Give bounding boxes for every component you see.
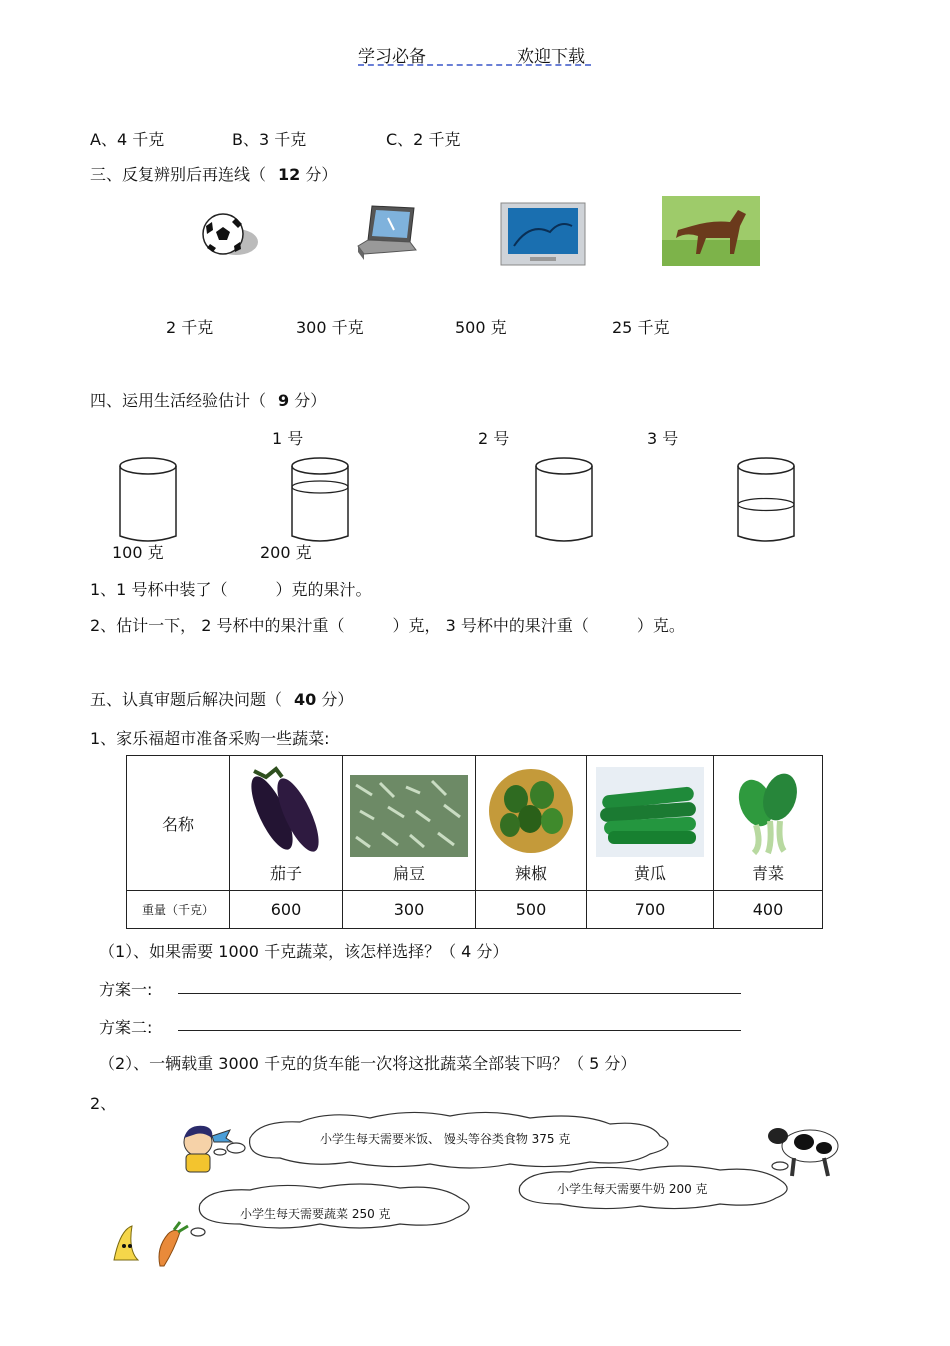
veg-name-3: 辣椒 <box>514 864 547 883</box>
cup-label-3: 3 号 <box>647 429 679 448</box>
section4-title <box>90 388 326 411</box>
weight-option-2: 300 千克 <box>296 318 364 337</box>
tv-icon <box>500 202 588 268</box>
veg-weight-4: 700 <box>587 891 714 929</box>
section3-prefix: 三、反复辨别后再连线（ <box>90 165 267 184</box>
veg-name-4: 黄瓜 <box>633 864 666 883</box>
cell-eggplant <box>230 756 343 891</box>
cup-1 <box>120 458 176 541</box>
cup-label-1: 1 号 <box>272 429 304 448</box>
veg-name-1: 茄子 <box>269 864 302 883</box>
cup-weight-1: 100 克 <box>112 543 164 562</box>
bean-icon <box>350 775 468 857</box>
section4-prefix: 四、运用生活经验估计（ <box>90 391 267 410</box>
cell-cucumber <box>587 756 714 891</box>
weight-option-3: 500 克 <box>455 318 507 337</box>
cucumber-icon <box>596 767 704 857</box>
section5-suffix: 分） <box>321 690 354 709</box>
cloud-milk-text: 小学生每天需要牛奶 200 克 <box>557 1182 708 1196</box>
pepper-icon <box>486 765 576 857</box>
weight-option-1: 2 千克 <box>166 318 214 337</box>
cloud-veg-text: 小学生每天需要蔬菜 250 克 <box>240 1207 391 1221</box>
cup-label-2: 2 号 <box>478 429 510 448</box>
section5-prefix: 五、认真审题后解决问题（ <box>90 690 283 709</box>
choice-a: A、4 千克 <box>90 130 165 149</box>
table-row-names <box>127 756 823 891</box>
section3-score: 12 <box>278 165 301 184</box>
sub-question-1: （1）、如果需要 1000 千克蔬菜，该怎样选择？（ 4 分） <box>99 942 509 961</box>
veg-name-5: 青菜 <box>751 864 784 883</box>
section4-score: 9 <box>278 391 290 410</box>
cell-pepper <box>476 756 587 891</box>
plan-2-label: 方案二: <box>99 1018 153 1037</box>
cow-icon <box>764 1118 844 1180</box>
section5-title <box>90 687 353 710</box>
choice-c: C、2 千克 <box>386 130 461 149</box>
veg-name-2: 扁豆 <box>392 864 425 883</box>
section3-title <box>90 162 337 185</box>
cell-greens <box>714 756 823 891</box>
header-left: 学习必备 <box>358 47 426 67</box>
soccer-ball-icon <box>198 208 262 260</box>
question-5-1: 1、家乐福超市准备采购一些蔬菜: <box>90 729 330 748</box>
plan-2-answer-line[interactable] <box>178 1030 741 1031</box>
banana-carrot-icon <box>108 1220 192 1270</box>
cup-weight-2: 200 克 <box>260 543 312 562</box>
horse-icon <box>662 196 760 266</box>
header-divider <box>358 64 591 66</box>
greens-icon <box>726 767 810 857</box>
question-4-1: 1、1 号杯中装了（ ）克的果汁。 <box>90 580 372 599</box>
cup-2 <box>292 458 348 541</box>
boy-icon <box>178 1122 234 1176</box>
cup-3 <box>536 458 592 541</box>
veg-weight-5: 400 <box>714 891 823 929</box>
sub-question-2: （2）、一辆载重 3000 千克的货车能一次将这批蔬菜全部装下吗？（ 5 分） <box>99 1054 637 1073</box>
cup-4 <box>738 458 794 541</box>
section4-suffix: 分） <box>294 391 327 410</box>
veg-weight-3: 500 <box>476 891 587 929</box>
weight-header: 重量（千克） <box>127 891 230 929</box>
cell-bean <box>343 756 476 891</box>
question-4-2: 2、估计一下， 2 号杯中的果汁重（ ）克， 3 号杯中的果汁重（ ）克。 <box>90 616 685 635</box>
veg-weight-2: 300 <box>343 891 476 929</box>
section5-score: 40 <box>294 690 317 709</box>
plan-1-answer-line[interactable] <box>178 993 741 994</box>
question-5-2: 2、 <box>90 1094 117 1113</box>
cloud-grain-text: 小学生每天需要米饭、 馒头等谷类食物 375 克 <box>320 1132 571 1146</box>
name-header: 名称 <box>127 756 230 891</box>
choice-b: B、3 千克 <box>232 130 307 149</box>
plan-1-label: 方案一: <box>99 980 153 999</box>
laptop-icon <box>354 204 418 264</box>
header-right: 欢迎下载 <box>517 47 585 67</box>
veg-weight-1: 600 <box>230 891 343 929</box>
section3-suffix: 分） <box>305 165 338 184</box>
weight-option-4: 25 千克 <box>612 318 670 337</box>
vegetable-table <box>126 755 823 929</box>
cup-liquid-level <box>738 499 794 511</box>
table-row-weights <box>127 891 823 929</box>
cup-liquid-level <box>292 481 348 493</box>
eggplant-icon <box>236 761 336 857</box>
